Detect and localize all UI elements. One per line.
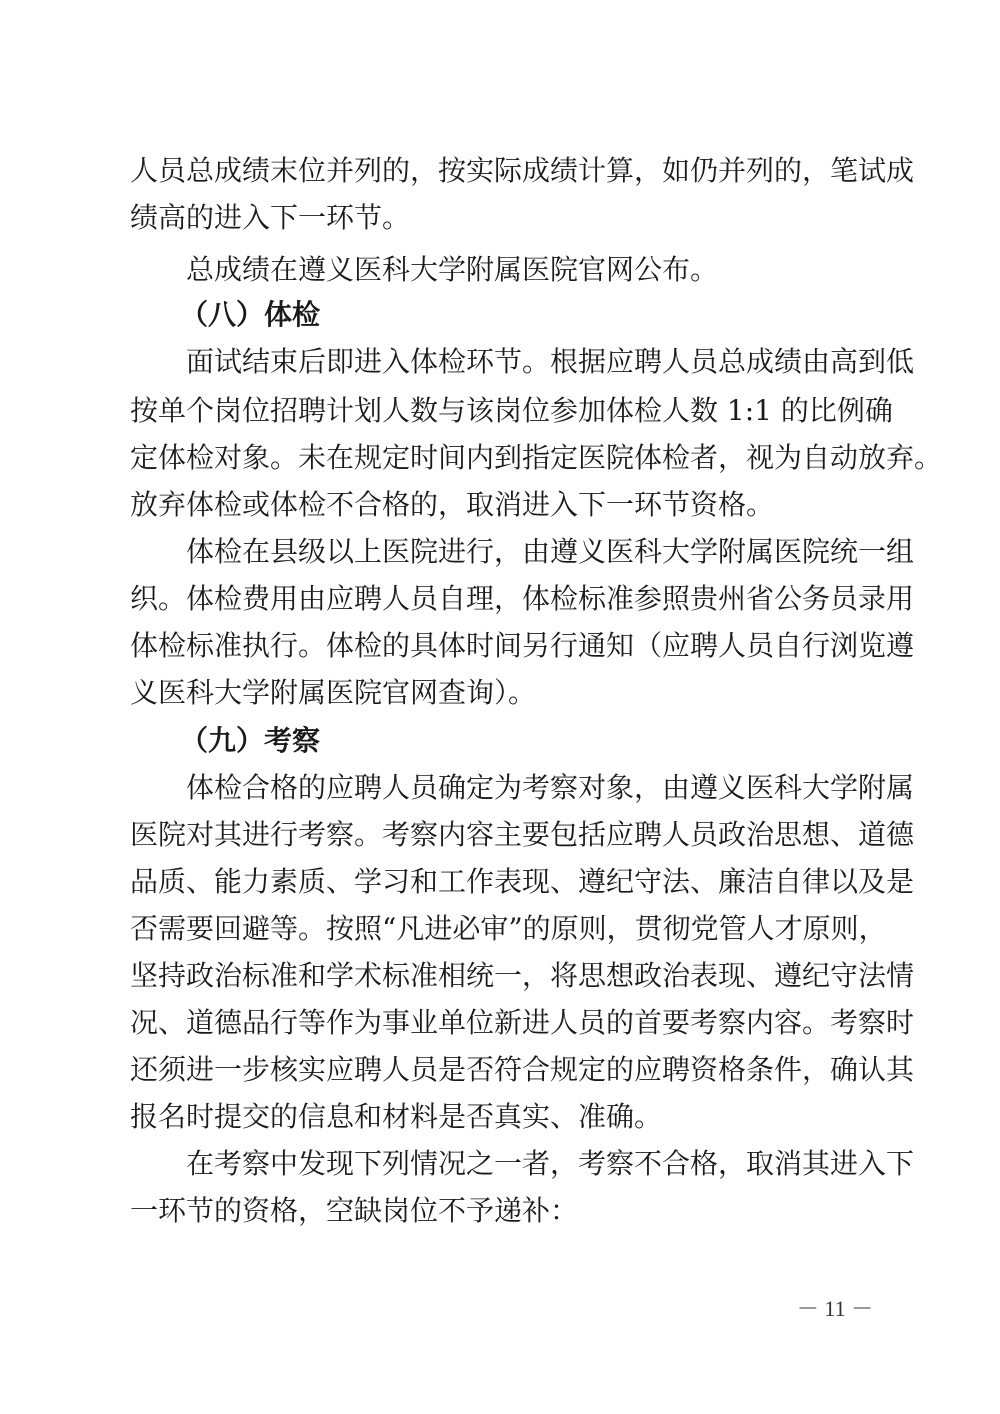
- paragraph-line: 放弃体检或体检不合格的，取消进入下一环节资格。: [130, 488, 775, 521]
- paragraph-line: 义医科大学附属医院官网查询）。: [130, 676, 537, 709]
- paragraph-line: 定体检对象。未在规定时间内到指定医院体检者，视为自动放弃。: [130, 441, 943, 474]
- paragraph-line: 总成绩在遵义医科大学附属医院官网公布。: [186, 253, 719, 286]
- paragraph-line: 按单个岗位招聘计划人数与该岗位参加体检人数 1:1 的比例确: [130, 394, 893, 427]
- paragraph-line: 否需要回避等。按照“凡进必审”的原则，贯彻党管人才原则，: [130, 912, 887, 945]
- paragraph-line: 况、道德品行等作为事业单位新进人员的首要考察内容。考察时: [130, 1006, 915, 1039]
- paragraph-line: 在考察中发现下列情况之一者，考察不合格，取消其进入下: [186, 1147, 915, 1180]
- section-heading-physical-exam: （八）体检: [180, 298, 321, 331]
- paragraph-line: 体检合格的应聘人员确定为考察对象，由遵义医科大学附属: [186, 771, 915, 804]
- page-number: － 11 －: [796, 1296, 874, 1321]
- section-heading-inspection: （九）考察: [180, 724, 321, 757]
- paragraph-line: 体检在县级以上医院进行，由遵义医科大学附属医院统一组: [186, 535, 915, 568]
- paragraph-line: 面试结束后即进入体检环节。根据应聘人员总成绩由高到低: [186, 345, 915, 378]
- paragraph-line: 品质、能力素质、学习和工作表现、遵纪守法、廉洁自律以及是: [130, 865, 915, 898]
- paragraph-line: 还须进一步核实应聘人员是否符合规定的应聘资格条件，确认其: [130, 1053, 915, 1086]
- paragraph-line: 医院对其进行考察。考察内容主要包括应聘人员政治思想、道德: [130, 818, 915, 851]
- paragraph-line: 坚持政治标准和学术标准相统一，将思想政治表现、遵纪守法情: [130, 959, 915, 992]
- paragraph-line: 绩高的进入下一环节。: [130, 201, 411, 234]
- paragraph-line: 人员总成绩末位并列的，按实际成绩计算，如仍并列的，笔试成: [130, 154, 915, 187]
- paragraph-line: 体检标准执行。体检的具体时间另行通知（应聘人员自行浏览遵: [130, 629, 915, 662]
- paragraph-line: 一环节的资格，空缺岗位不予递补：: [130, 1194, 579, 1227]
- paragraph-line: 报名时提交的信息和材料是否真实、准确。: [130, 1100, 663, 1133]
- paragraph-line: 织。体检费用由应聘人员自理，体检标准参照贵州省公务员录用: [130, 582, 915, 615]
